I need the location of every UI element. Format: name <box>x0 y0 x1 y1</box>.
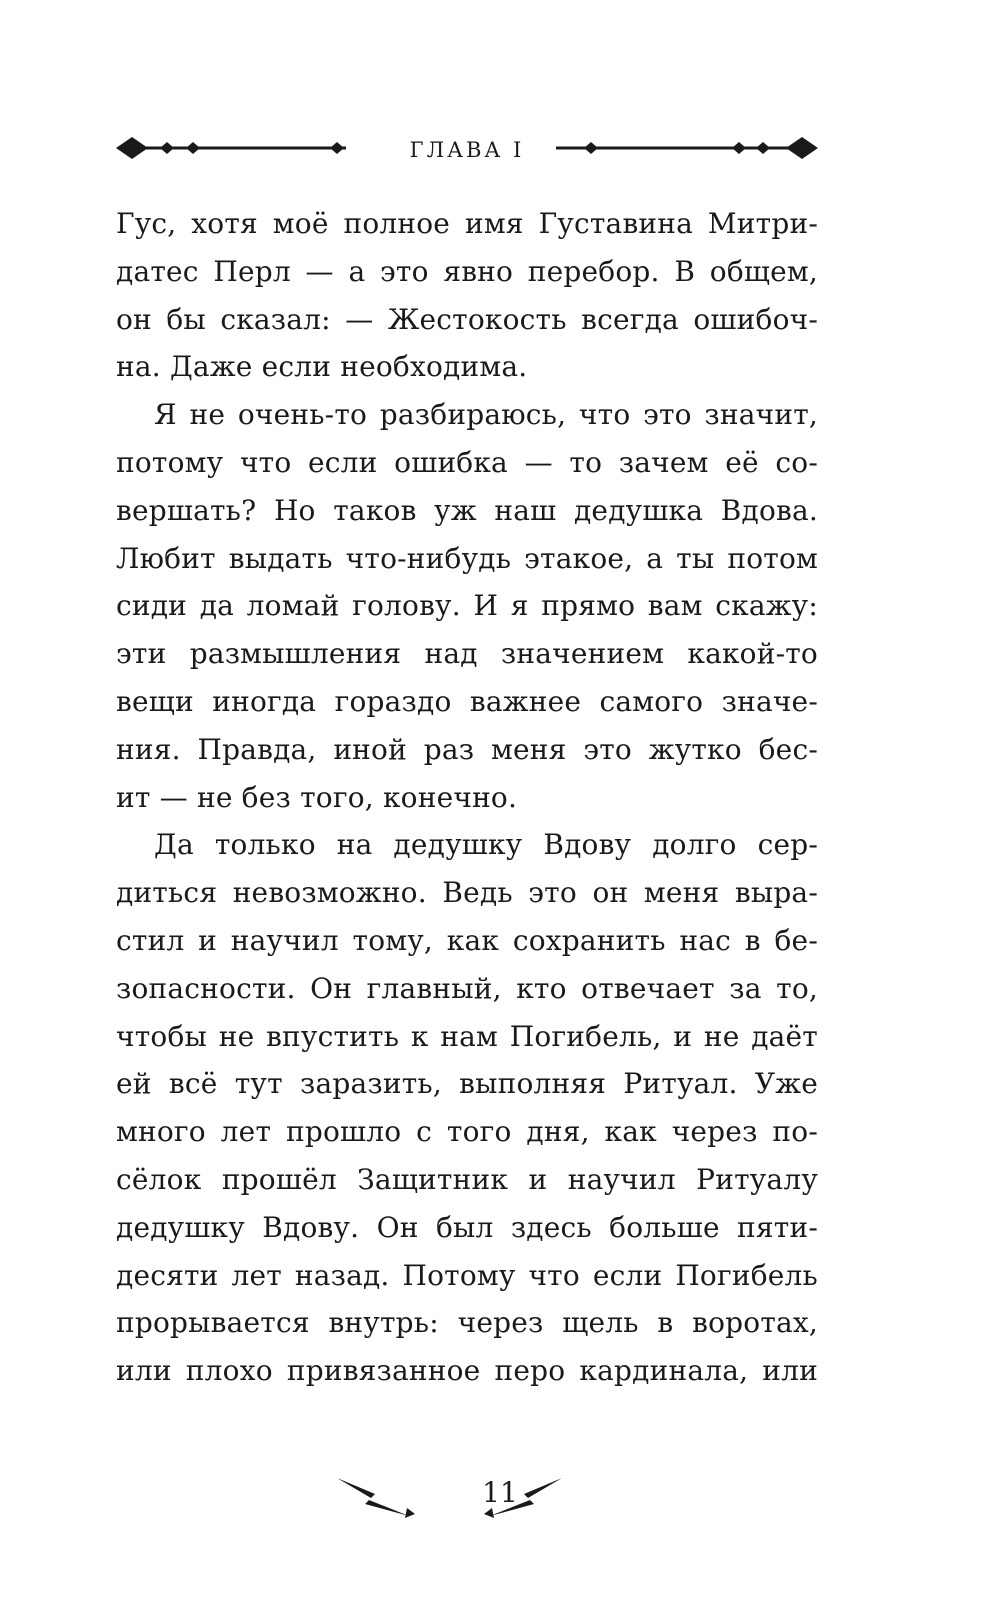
text-line: ей всё тут заразить, выполняя Ритуал. Уже <box>116 1067 818 1101</box>
text-line: зопасности. Он главный, кто отвечает за то, <box>116 971 818 1005</box>
text-line: он бы сказал: — Жестокость всегда ошибоч- <box>116 302 818 336</box>
text-line: эти размышления над значением какой-то <box>116 637 818 671</box>
text-line: ния. Правда, иной раз меня это жутко бес- <box>116 732 818 766</box>
text-line: чтобы не впустить к нам Погибель, и не даёт <box>116 1019 818 1053</box>
text-line: сиди да ломай голову. И я прямо вам скажу: <box>116 589 818 623</box>
text-line: или плохо привязанное перо кардинала, или <box>116 1354 818 1388</box>
text-line: стил и научил тому, как сохранить нас в бе- <box>116 923 818 957</box>
chapter-header <box>116 128 818 174</box>
text-line: диться невозможно. Ведь это он меня выра- <box>116 876 818 910</box>
text-line: потому что если ошибка — то зачем её со- <box>116 445 818 479</box>
text-line: десяти лет назад. Потому что если Погибель <box>116 1258 818 1292</box>
page-footer <box>0 1468 1000 1528</box>
text-line: много лет прошло с того дня, как через по- <box>116 1115 818 1149</box>
body-text <box>116 200 818 1395</box>
text-line: вершать? Но таков уж наш дедушка Вдова. <box>116 493 818 527</box>
text-line: вещи иногда гораздо важнее самого значе- <box>116 684 818 718</box>
text-line: Я не очень-то разбираюсь, что это значит, <box>154 398 818 432</box>
page-number: 11 <box>482 1476 518 1509</box>
text-line: Да только на дедушку Вдову долго сер- <box>154 828 818 862</box>
text-line: ит — не без того, конечно. <box>116 780 518 814</box>
text-line: Гус, хотя моё полное имя Густавина Митри- <box>116 207 818 240</box>
chapter-title: ГЛАВА I <box>409 138 525 162</box>
text-line: дедушку Вдову. Он был здесь больше пяти- <box>116 1210 818 1244</box>
text-line: прорывается внутрь: через щель в воротах, <box>116 1306 818 1340</box>
text-line: на. Даже если необходима. <box>116 350 528 384</box>
text-line: датес Перл — а это явно перебор. В общем, <box>116 254 818 288</box>
diamond-line-ornament-right <box>556 128 818 168</box>
text-line: сёлок прошёл Защитник и научил Ритуалу <box>116 1162 818 1196</box>
text-line: Любит выдать что-нибудь этакое, а ты потом <box>116 541 818 575</box>
lightning-bolt-ornament-right <box>482 1474 564 1520</box>
